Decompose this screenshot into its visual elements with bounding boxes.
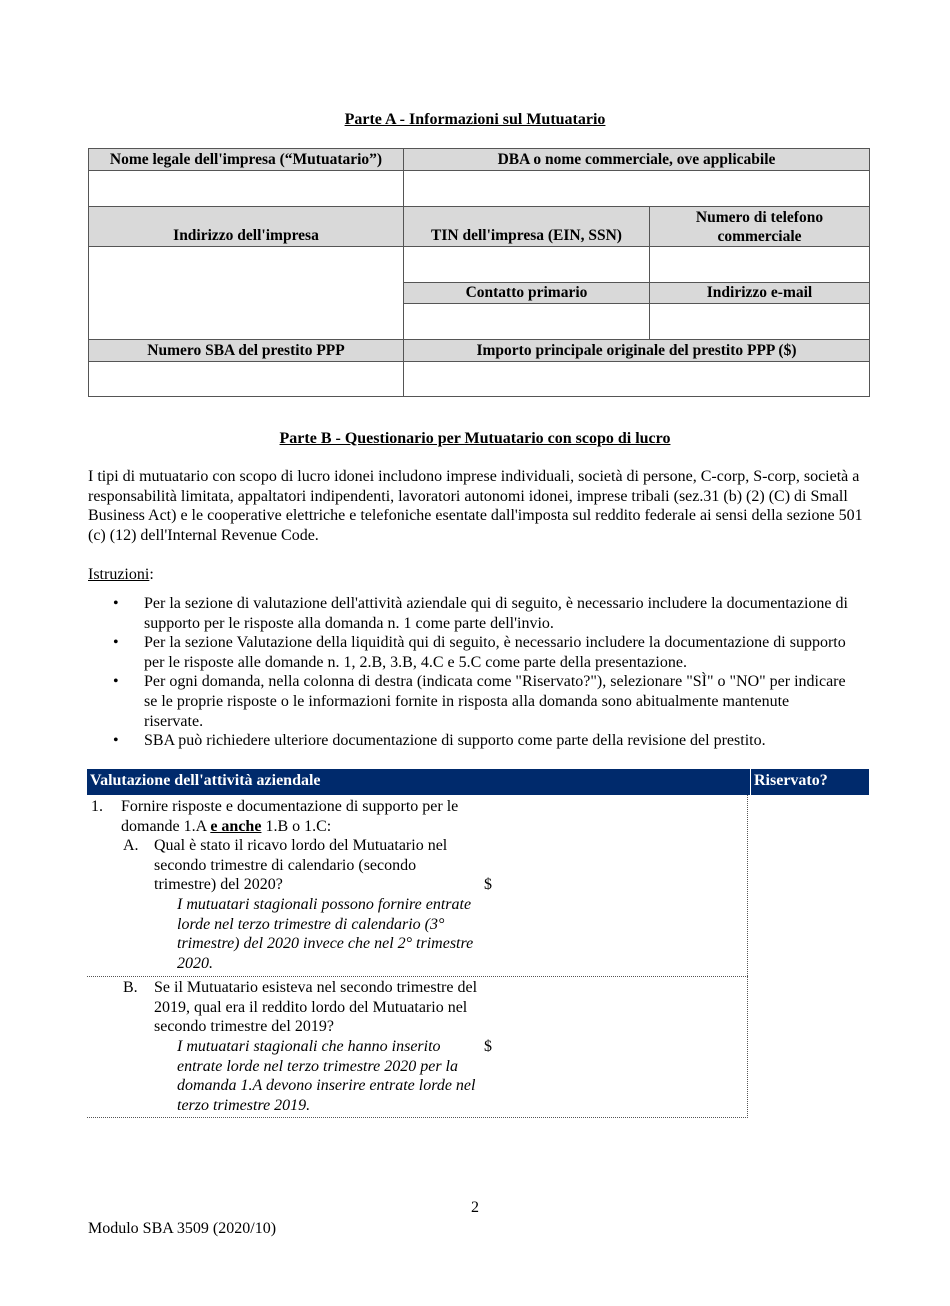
tin-header: TIN dell'impresa (EIN, SSN) (404, 207, 650, 247)
loan-amount-header: Importo principale originale del prestito PPP ($) (404, 340, 870, 362)
bullet-icon: • (113, 595, 119, 612)
bullet-icon: • (113, 673, 119, 691)
form-footer: Modulo SBA 3509 (2020/10) (88, 1220, 277, 1237)
email-field[interactable] (650, 304, 870, 340)
contact-header: Contatto primario (404, 283, 650, 304)
address-header: Indirizzo dell'impresa (89, 207, 404, 247)
tin-field[interactable] (404, 247, 650, 283)
question-1a-dollar: $ (484, 876, 492, 893)
dba-header: DBA o nome commerciale, ove applicabile (404, 149, 870, 171)
phone-field[interactable] (650, 247, 870, 283)
address-field[interactable] (89, 247, 404, 340)
legal-name-header: Nome legale dell'impresa (“Mutuatario”) (89, 149, 404, 171)
bullet-icon: • (113, 634, 119, 652)
question-1b-text: Se il Mutuatario esisteva nel secondo trimestre del 2019, qual era il reddito lordo del Mutuatario nel secondo trimestre del 2019? (154, 979, 478, 1036)
legal-name-field[interactable] (89, 171, 404, 207)
loan-number-field[interactable] (89, 362, 404, 397)
instructions-list (88, 594, 848, 751)
question-1a-answer-field[interactable] (500, 872, 740, 896)
list-item: • Per la sezione di valutazione dell'attività aziendale qui di seguito, è necessario includere la documentazione di supporto per le risposte alla domanda n. 1 come parte dell'invio. (113, 595, 848, 632)
phone-header: Numero di telefono commerciale (650, 207, 870, 247)
part-a-title: Parte A - Informazioni sul Mutuatario (344, 111, 606, 128)
row-divider (87, 976, 748, 977)
question-1-number: 1. (91, 798, 103, 815)
list-item: • Per la sezione Valutazione della liquidità qui di seguito, è necessario includere la documentazione di supporto per le risposte alle domande n. 1, 2.B, 3.B, 4.C e 5.C come parte della presentazione. (113, 634, 846, 671)
part-b-title: Parte B - Questionario per Mutuatario con scopo di lucro (279, 430, 671, 447)
question-1b-dollar: $ (484, 1038, 492, 1055)
row-divider (87, 1117, 748, 1118)
contact-field[interactable] (404, 304, 650, 340)
loan-number-header: Numero SBA del prestito PPP (89, 340, 404, 362)
column-divider (747, 795, 748, 1118)
instructions-heading: Istruzioni: (88, 566, 154, 583)
question-1b-answer-field[interactable] (500, 1034, 740, 1058)
evaluation-table-header (87, 769, 869, 795)
bullet-icon: • (113, 732, 119, 750)
list-item: • Per ogni domanda, nella colonna di destra (indicata come "Riservato?"), selezionare "SÌ" o "NO" per indicare se le proprie risposte o le informazioni fornite in risposta alla domanda sono abitualmente mantenute riservate. (113, 673, 846, 730)
question-1a-label: A. (123, 837, 139, 854)
question-1b-label: B. (123, 979, 138, 996)
page-number: 2 (471, 1199, 479, 1216)
evaluation-header-title: Valutazione dell'attività aziendale (90, 772, 321, 789)
question-1a-text: Qual è stato il ricavo lordo del Mutuatario nel secondo trimestre di calendario (secondo trimestre) del 2020? (154, 837, 448, 894)
loan-amount-field[interactable] (404, 362, 870, 397)
dba-field[interactable] (404, 171, 870, 207)
intro-paragraph: I tipi di mutuatario con scopo di lucro idonei includono imprese individuali, società di persone, C-corp, S-corp, società a responsabilità limitata, appaltatori indipendenti, lavoratori autonomi idonei, imprese tribali (sez.31 (b) (2) (C) di Small Business Act) e le cooperative elettriche e telefoniche esentate dall'imposta sul reddito federale ai sensi della sezione 501 (c) (12) dell'Internal Revenue Code. (88, 468, 863, 544)
question-1b-confidential-field[interactable] (750, 979, 867, 1115)
question-1a-confidential-field[interactable] (750, 797, 867, 973)
confidential-header: Riservato? (750, 769, 828, 795)
question-1-text: Fornire risposte e documentazione di supporto per le domande 1.A e anche 1.B o 1.C: (121, 798, 459, 835)
list-item: • SBA può richiedere ulteriore documentazione di supporto come parte della revisione del prestito. (113, 732, 766, 750)
question-1b-note: I mutuatari stagionali che hanno inserito entrate lorde nel terzo trimestre 2020 per la domanda 1.A devono inserire entrate lorde nel terzo trimestre 2019. (177, 1038, 476, 1114)
borrower-info-table (88, 148, 870, 397)
email-header: Indirizzo e-mail (650, 283, 870, 304)
question-1a-note: I mutuatari stagionali possono fornire entrate lorde nel terzo trimestre di calendario (3° trimestre) del 2020 invece che nel 2° trimestre 2020. (177, 896, 474, 972)
